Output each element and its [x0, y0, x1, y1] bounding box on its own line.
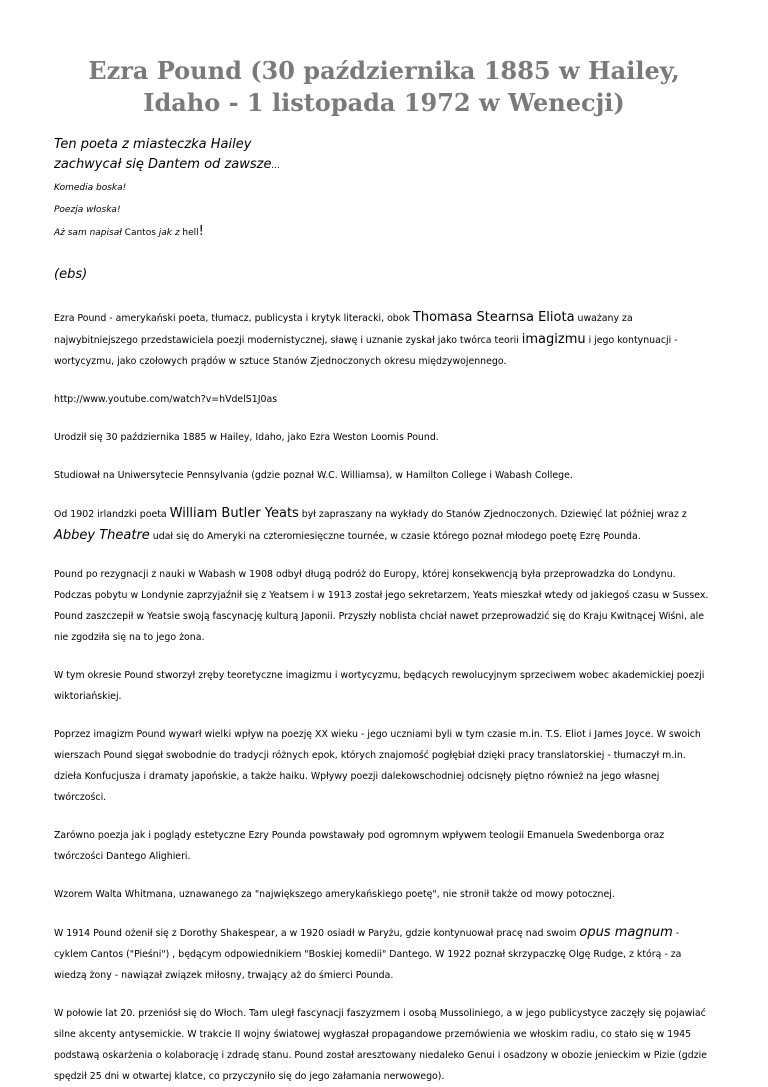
poem-line-5-a: Aż sam napisał	[54, 228, 122, 238]
abbey-theatre: Abbey Theatre	[54, 528, 150, 543]
eliot-link: Thomasa Stearnsa Eliota	[412, 310, 575, 325]
p4-a: Od 1902 irlandzki poeta	[54, 509, 170, 520]
poem	[54, 135, 714, 243]
poem-line-5-c: jak z	[158, 228, 180, 238]
youtube-url: http://www.youtube.com/watch?v=hVdelS1J0as	[54, 394, 278, 405]
p1-e: i jego kontynuacji - wortycyzmu, jako czołowych prądów w sztuce Stanów Zjednoczonych okresu międzywojennego.	[54, 335, 678, 367]
paragraph-imagism: W tym okresie Pound stworzył zręby teoretyczne imagizmu i wortycyzmu, będących rewolucyjnym sprzeciwem wobec akademickiej poezji wiktoriańskiej.	[54, 670, 705, 702]
page-title: Ezra Pound (30 października 1885 w Hailey, Idaho - 1 listopada 1972 w Wenecji)	[88, 56, 680, 117]
poem-line-5-b: Cantos	[121, 228, 159, 238]
paragraph-london: Pound po rezygnacji z nauki w Wabash w 1908 odbył długą podróż do Europy, której konsekwencją była przeprowadzka do Londynu. Podczas pobytu w Londynie zaprzyjaźnił się z Yeatsem i w 1913 został jego sekretarzem, Yeats mieszkał wtedy od jakiegoś czasu w Sussex. Pound zaszczepił w Yeatsie swoją fascynację kulturą Japonii. Przyszły noblista chciał nawet przeprowadzić się do Kraju Kwitnącej Wiśni, ale nie zgodziła się na to jego żona.	[54, 569, 709, 643]
paragraph-studies: Studiował na Uniwersytecie Pennsylvania (gdzie poznał W.C. Williamsa), w Hamilton College i Wabash College.	[54, 470, 573, 481]
poem-author: (ebs)	[54, 267, 88, 282]
p1-a: Ezra Pound - amerykański poeta, tłumacz, publicysta i krytyk literacki, obok	[54, 313, 413, 324]
poem-line-2-ellipsis: ...	[271, 161, 281, 171]
p1-c: uważany za najwybitniejszego przedstawiciela poezji modernistycznej, sławę i uznanie zyskał jako twórca teorii	[54, 313, 633, 346]
yeats-link: William Butler Yeats	[169, 506, 299, 521]
paragraph-paris	[54, 922, 714, 986]
paragraph-whitman: Wzorem Walta Whitmana, uznawanego za "największego amerykańskiego poetę", nie stronił także od mowy potocznej.	[54, 889, 615, 900]
poem-line-2	[54, 155, 714, 176]
imagizm-link: imagizmu	[521, 332, 586, 347]
poem-line-4: Poezja włoska!	[54, 205, 121, 215]
paragraph-influence: Poprzez imagizm Pound wywarł wielki wpływ na poezję XX wieku - jego uczniami byli w tym czasie m.in. T.S. Eliot i James Joyce. W swoich wierszach Pound sięgał swobodnie do tradycji różnych epok, których znajomość pogłębiał dzięki pracy translatorskiej - tłumaczył m.in. dzieła Konfucjusza i dramaty japońskie, a także haiku. Wpływy poezji dalekowschodniej odcisnęły piętno również na jego własnej twórczości.	[54, 729, 701, 803]
p10-c: - cyklem Cantos ("Pieśni") , będącym odpowiednikiem "Boskiej komedii" Dantego. W 1922 poznał skrzypaczkę Olgę Rudge, z którą - za wiedzą żony - nawiązał związek miłosny, trwający aż do śmierci Pounda.	[54, 928, 682, 981]
poem-line-3: Komedia boska!	[54, 183, 127, 193]
p10-a: W 1914 Pound ożenił się z Dorothy Shakespear, a w 1920 osiadł w Paryżu, gdzie kontynuował pracę nad swoim	[54, 928, 580, 939]
paragraph-italy: W połowie lat 20. przeniósł się do Włoch. Tam uległ fascynacji faszyzmem i osobą Mussoliniego, a w jego publicystyce zaczęły się pojawiać silne akcenty antysemickie. W trakcie II wojny światowej wygłaszał propagandowe przemówienia we włoskim radiu, co stało się w 1945 podstawą oskarżenia o kolaborację i zdradę stanu. Pound został aresztowany niedaleko Genui i osadzony w obozie jenieckim w Pizie (gdzie spędził 25 dni w otwartej klatce, co przyczyniło się do jego załamania nerwowego).	[54, 1008, 707, 1082]
poem-line-2-text: zachwycał się Dantem od zawsze	[54, 157, 272, 172]
poem-line-1: Ten poeta z miasteczka Hailey	[54, 137, 252, 152]
poem-line-5	[54, 222, 714, 243]
paragraph-yeats	[54, 503, 714, 547]
paragraph-intro	[54, 307, 714, 372]
p4-e: udał się do Ameryki na czteromiesięczne tournée, w czasie którego poznał młodego poetę Ezrę Pounda.	[149, 531, 641, 542]
p4-c: był zapraszany na wykłady do Stanów Zjednoczonych. Dziewięć lat później wraz z	[298, 509, 687, 520]
paragraph-birth: Urodził się 30 października 1885 w Hailey, Idaho, jako Ezra Weston Loomis Pound.	[54, 432, 439, 443]
poem-line-5-e: !	[198, 224, 204, 239]
poem-line-5-d: hell	[179, 228, 199, 238]
paragraph-swedenborg: Zarówno poezja jak i poglądy estetyczne Ezry Pounda powstawały pod ogromnym wpływem teologii Emanuela Swedenborga oraz twórczości Dantego Alighieri.	[54, 830, 665, 862]
opus-magnum: opus magnum	[579, 925, 673, 940]
